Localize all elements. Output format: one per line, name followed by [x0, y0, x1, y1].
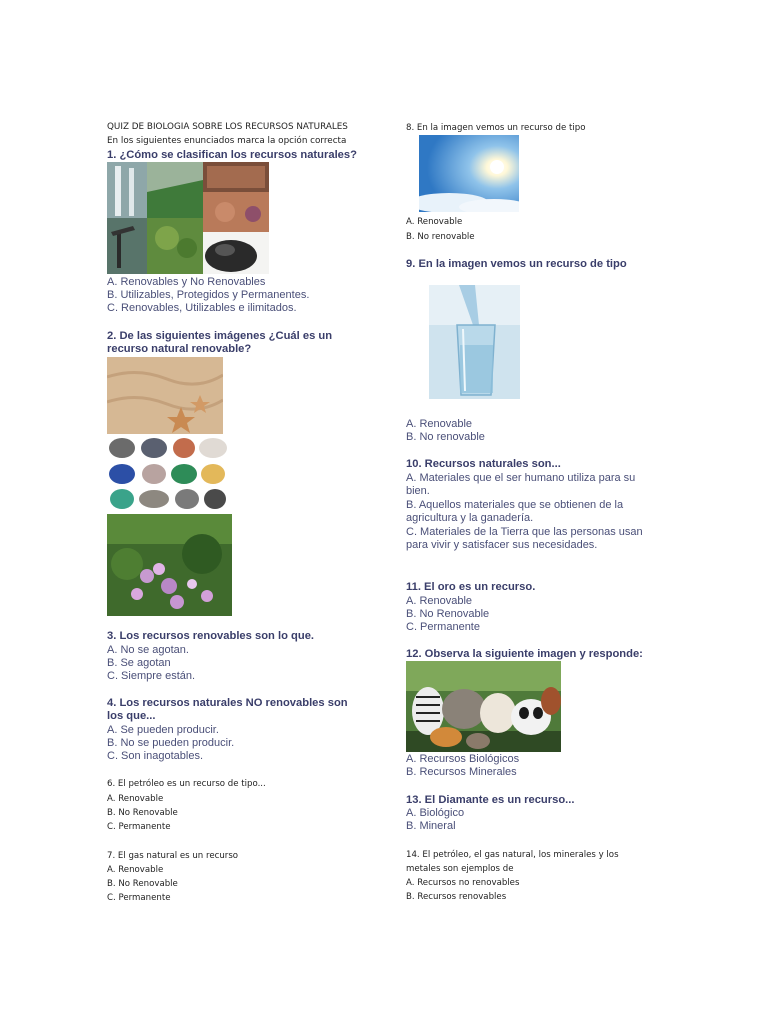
q7-option-a[interactable]: A. Renovable [107, 865, 164, 875]
question-7: 7. El gas natural es un recurso [107, 851, 239, 861]
question-12: 12. Observa la siguiente imagen y responde: [406, 648, 643, 660]
q12-option-b[interactable]: B. Recursos Minerales [406, 766, 517, 778]
q13-option-b[interactable]: B. Mineral [406, 820, 456, 832]
q11-option-b[interactable]: B. No Renovable [406, 608, 490, 620]
water-glass-image [429, 285, 520, 399]
q14-option-a[interactable]: A. Recursos no renovables [406, 878, 520, 888]
q13-option-a[interactable]: A. Biológico [406, 807, 465, 819]
garden-flowers-image [107, 514, 232, 616]
question-14: 14. El petróleo, el gas natural, los minerales y los metales son ejemplos de [406, 850, 619, 874]
question-8: 8. En la imagen vemos un recurso de tipo [406, 123, 586, 133]
q6-option-b[interactable]: B. No Renovable [107, 808, 178, 818]
q14-option-b[interactable]: B. Recursos renovables [406, 892, 507, 902]
q10-option-b[interactable]: B. Aquellos materiales que se obtienen de la agricultura y la ganadería. [406, 499, 624, 525]
question-1: 1. ¿Cómo se clasifican los recursos naturales? [107, 149, 357, 161]
q4-option-c[interactable]: C. Son inagotables. [107, 750, 204, 762]
animals-group-image [406, 661, 561, 752]
question-13: 13. El Diamante es un recurso... [406, 794, 575, 806]
q11-option-c[interactable]: C. Permanente [406, 621, 480, 633]
q10-option-c[interactable]: C. Materiales de la Tierra que las personas usan para vivir y satisfacer sus necesidades. [406, 526, 643, 552]
q4-option-a[interactable]: A. Se pueden producir. [107, 724, 219, 736]
q12-option-a[interactable]: A. Recursos Biológicos [406, 753, 520, 765]
q3-option-b[interactable]: B. Se agotan [107, 657, 171, 669]
q4-option-b[interactable]: B. No se pueden producir. [107, 737, 235, 749]
q1-option-b[interactable]: B. Utilizables, Protegidos y Permanentes. [107, 289, 310, 301]
question-6: 6. El petróleo es un recurso de tipo... [107, 779, 266, 789]
natural-resources-collage-image [107, 162, 269, 274]
q7-option-c[interactable]: C. Permanente [107, 893, 171, 903]
q11-option-a[interactable]: A. Renovable [406, 595, 473, 607]
q6-option-c[interactable]: C. Permanente [107, 822, 171, 832]
sun-sky-image [419, 135, 519, 212]
q9-option-b[interactable]: B. No renovable [406, 431, 485, 443]
question-2: 2. De las siguientes imágenes ¿Cuál es un recurso natural renovable? [107, 330, 333, 355]
minerals-grid-image [107, 436, 231, 512]
quiz-instructions: En los siguientes enunciados marca la opción correcta [107, 136, 347, 146]
sand-starfish-image [107, 357, 223, 434]
q8-option-b[interactable]: B. No renovable [406, 232, 475, 242]
q8-option-a[interactable]: A. Renovable [406, 217, 463, 227]
question-4: 4. Los recursos naturales NO renovables son los que... [107, 697, 348, 722]
question-11: 11. El oro es un recurso. [406, 581, 536, 593]
question-9: 9. En la imagen vemos un recurso de tipo [406, 258, 627, 270]
quiz-title: QUIZ DE BIOLOGIA SOBRE LOS RECURSOS NATURALES [107, 122, 348, 132]
q1-option-a[interactable]: A. Renovables y No Renovables [107, 276, 266, 288]
q6-option-a[interactable]: A. Renovable [107, 794, 164, 804]
q1-option-c[interactable]: C. Renovables, Utilizables e ilimitados. [107, 302, 297, 314]
question-3: 3. Los recursos renovables son lo que. [107, 630, 315, 642]
question-10: 10. Recursos naturales son... [406, 458, 561, 470]
q3-option-a[interactable]: A. No se agotan. [107, 644, 189, 656]
q3-option-c[interactable]: C. Siempre están. [107, 670, 196, 682]
q9-option-a[interactable]: A. Renovable [406, 418, 473, 430]
q10-option-a[interactable]: A. Materiales que el ser humano utiliza para su bien. [406, 472, 636, 498]
q7-option-b[interactable]: B. No Renovable [107, 879, 178, 889]
